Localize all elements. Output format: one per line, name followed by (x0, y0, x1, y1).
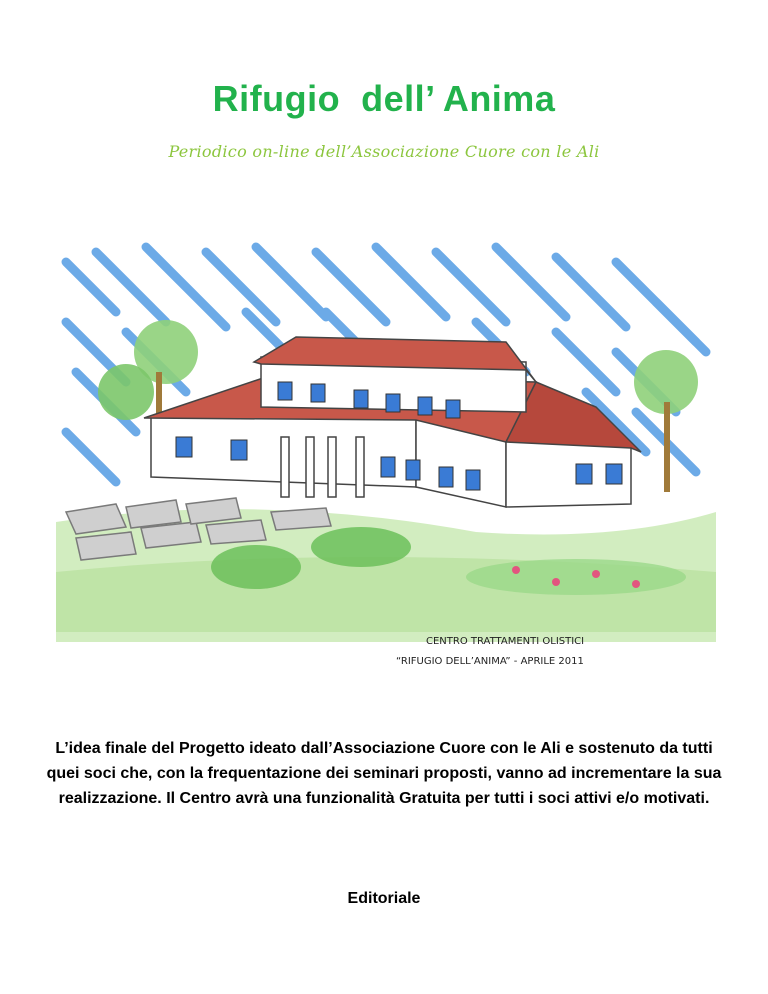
house-illustration (56, 242, 716, 682)
editorial-heading: Editoriale (347, 890, 421, 907)
illustration-signature-line1: CENTRO TRATTAMENTI OLISTICI (426, 636, 585, 647)
house (144, 337, 641, 507)
page-title: Rifugio dell’ Anima (212, 78, 556, 119)
project-description: L’idea finale del Progetto ideato dall’Associazione Cuore con le Ali e sostenuto da tutti quei soci che, con la frequentazione dei seminari proposti, vanno ad incrementare la sua realizzazione. Il Centro avrà una funzionalità Gratuita per tutti i soci attivi e/o motivati. (46, 740, 722, 807)
illustration-signature-line2: “RIFUGIO DELL’ANIMA” - APRILE 2011 (396, 656, 584, 667)
page-subtitle: Periodico on-line dell’Associazione Cuore con le Ali (168, 142, 600, 161)
